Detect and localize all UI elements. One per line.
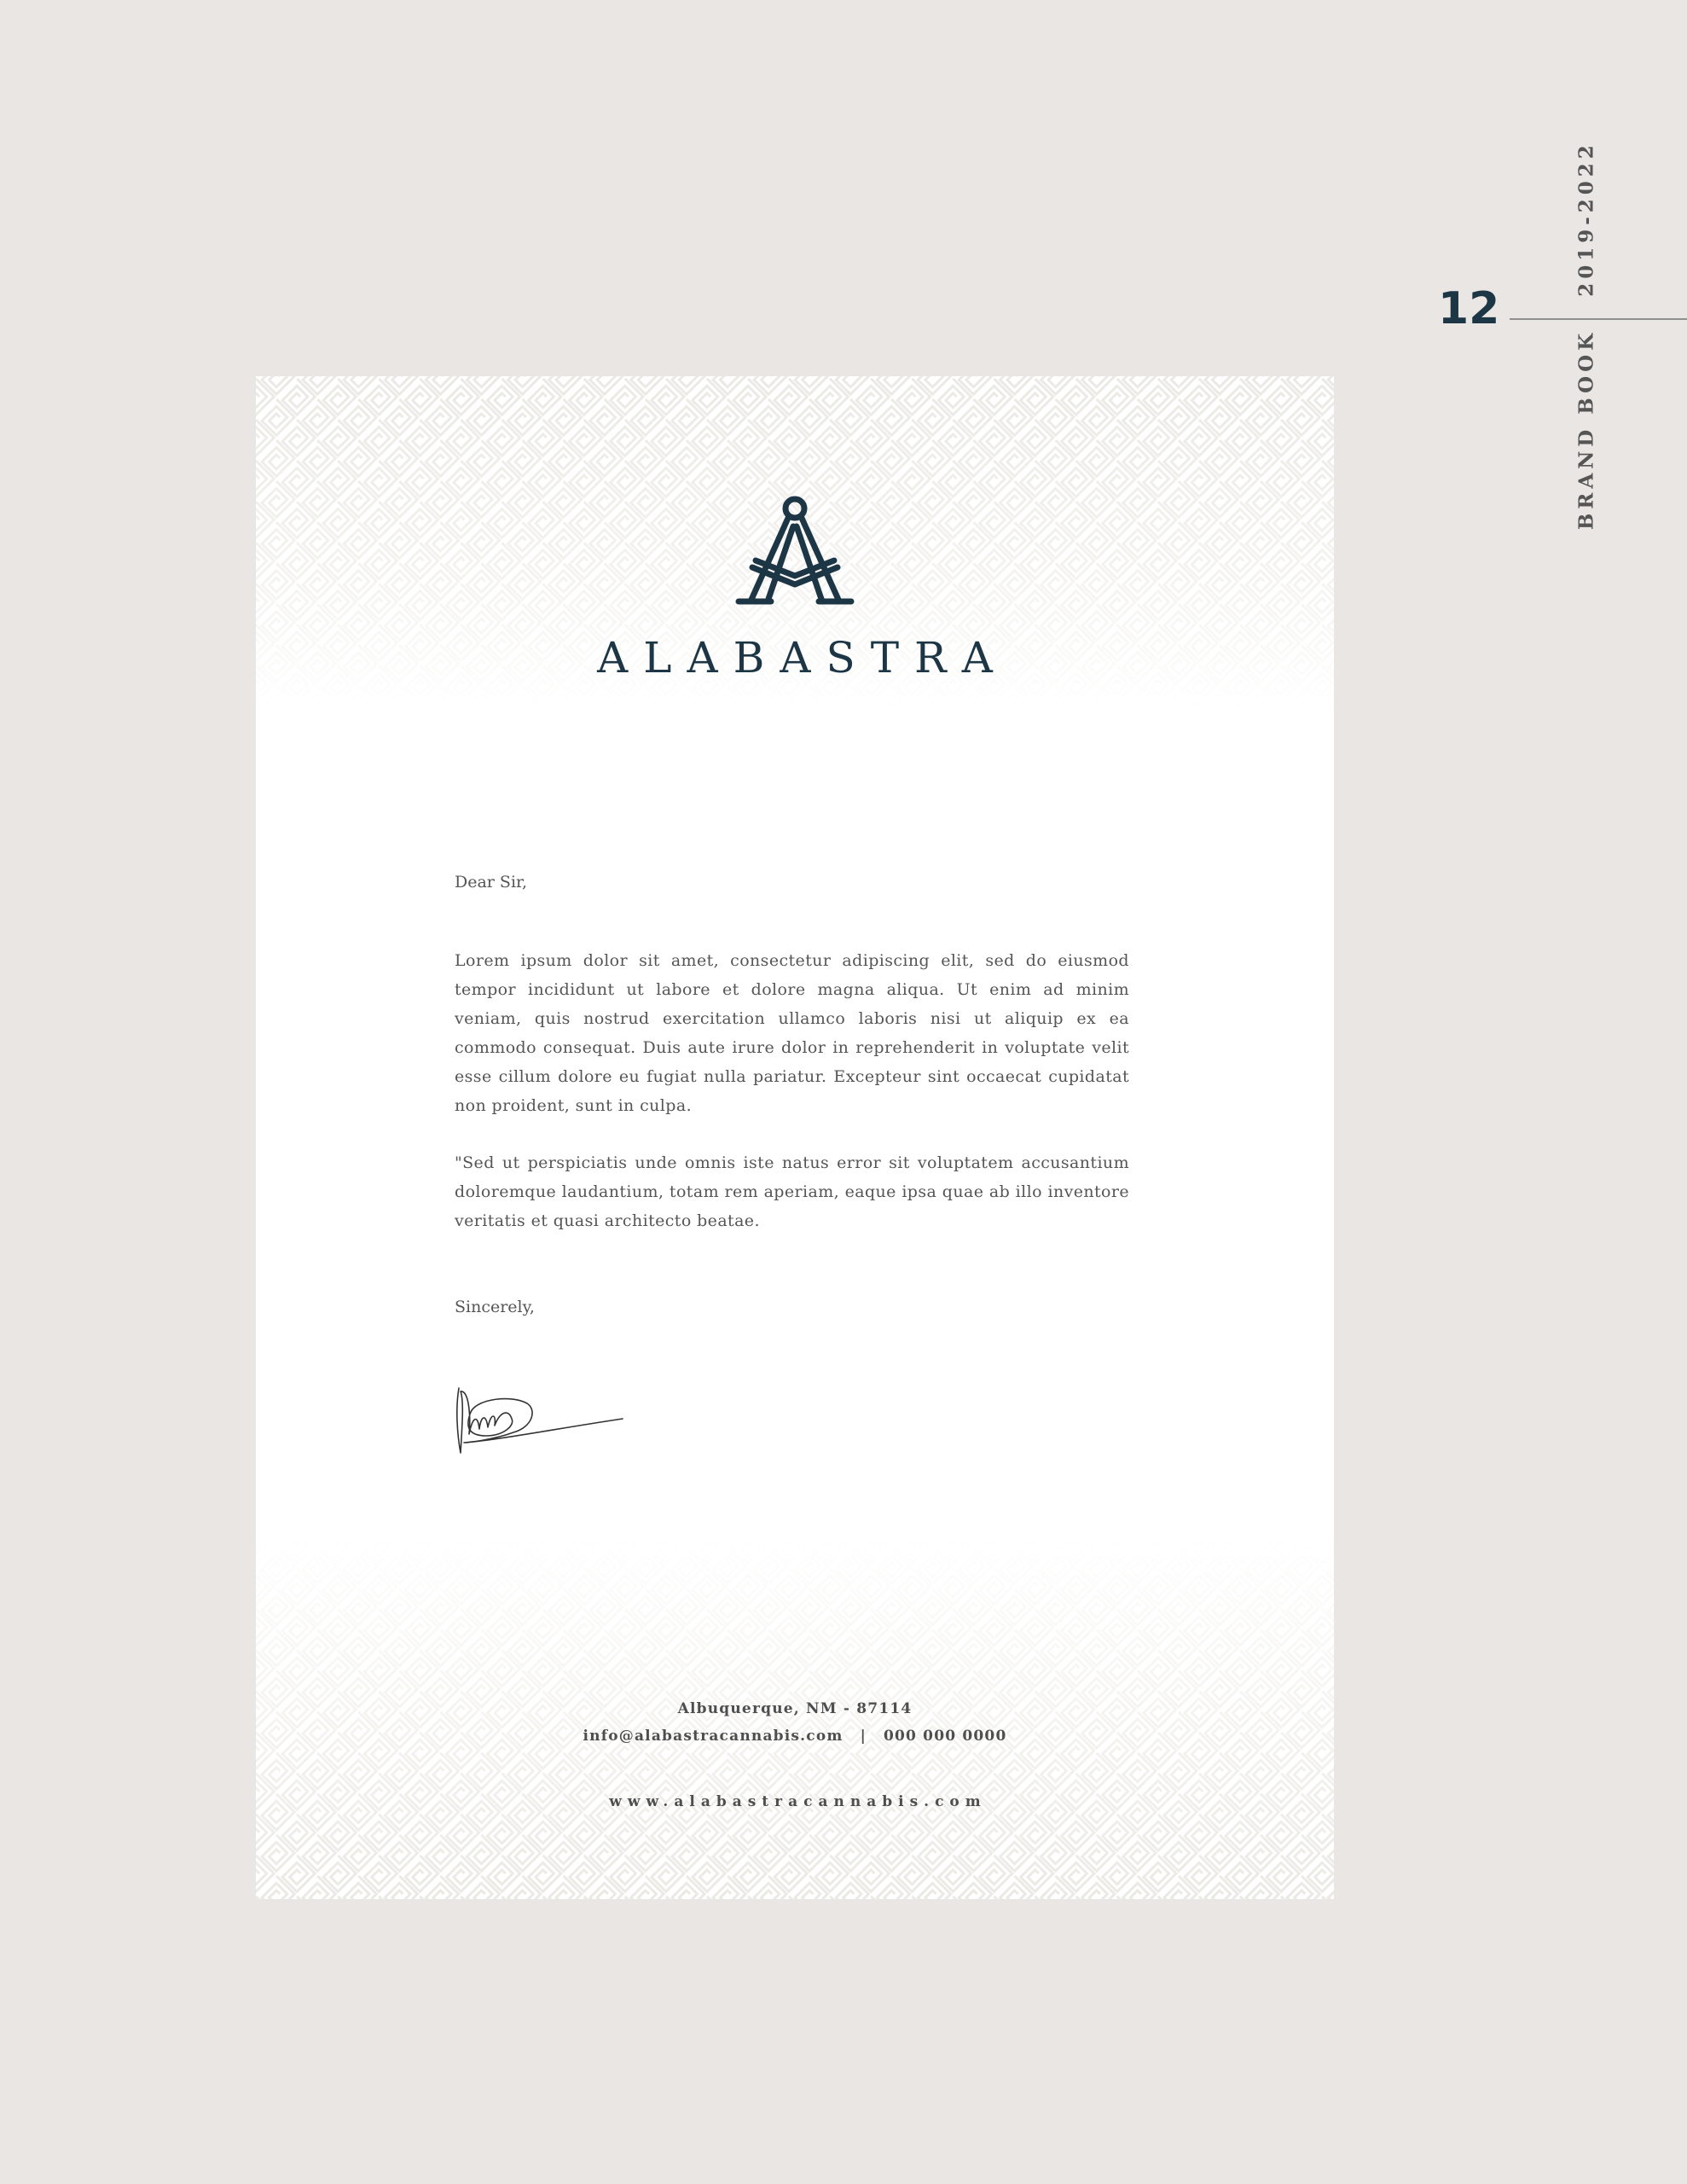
page-number: 12 <box>1438 283 1500 334</box>
letter-salutation: Dear Sir, <box>455 873 528 892</box>
letterhead-sheet <box>256 376 1334 1899</box>
marker-divider <box>1510 318 1687 320</box>
brand-book-label: BRAND BOOK <box>1574 328 1598 531</box>
footer-address: Albuquerque, NM - 87114 <box>677 1700 913 1717</box>
brand-logo <box>256 376 1334 700</box>
footer-website-link[interactable]: www.alabastracannabis.com <box>609 1793 987 1810</box>
letter-closing: Sincerely, <box>455 1298 535 1316</box>
letter-paragraph-1: Lorem ipsum dolor sit amet, consectetur adipiscing elit, sed do eiusmod tempor incididunt ut labore et dolore magna aliqua. Ut enim ad minim veniam, quis nostrud exercitation ullamco laboris nisi ut aliquip ex ea commodo consequat. Duis aute irure dolor in reprehenderit in voluptate velit esse cillum dolore eu fugiat nulla pariatur. Excepteur sint occaecat cupidatat non proident, sunt in culpa. <box>455 951 1129 1115</box>
compass-a-logo-icon <box>727 496 863 624</box>
footer-phone[interactable]: 000 000 0000 <box>883 1728 1007 1745</box>
letter-paragraph-2: "Sed ut perspiciatis unde omnis iste natus error sit voluptatem accusantium doloremque laudantium, totam rem aperiam, eaque ipsa quae ab illo inventore veritatis et quasi architecto beatae. <box>455 1153 1129 1230</box>
footer-contact <box>256 1728 1334 1745</box>
signature-image <box>452 1374 631 1460</box>
brand-wordmark: ALABASTRA <box>597 633 1008 682</box>
footer-email[interactable]: info@alabastracannabis.com <box>583 1728 844 1745</box>
years-label: 2019-2022 <box>1574 141 1598 297</box>
footer-separator: | <box>860 1728 867 1745</box>
